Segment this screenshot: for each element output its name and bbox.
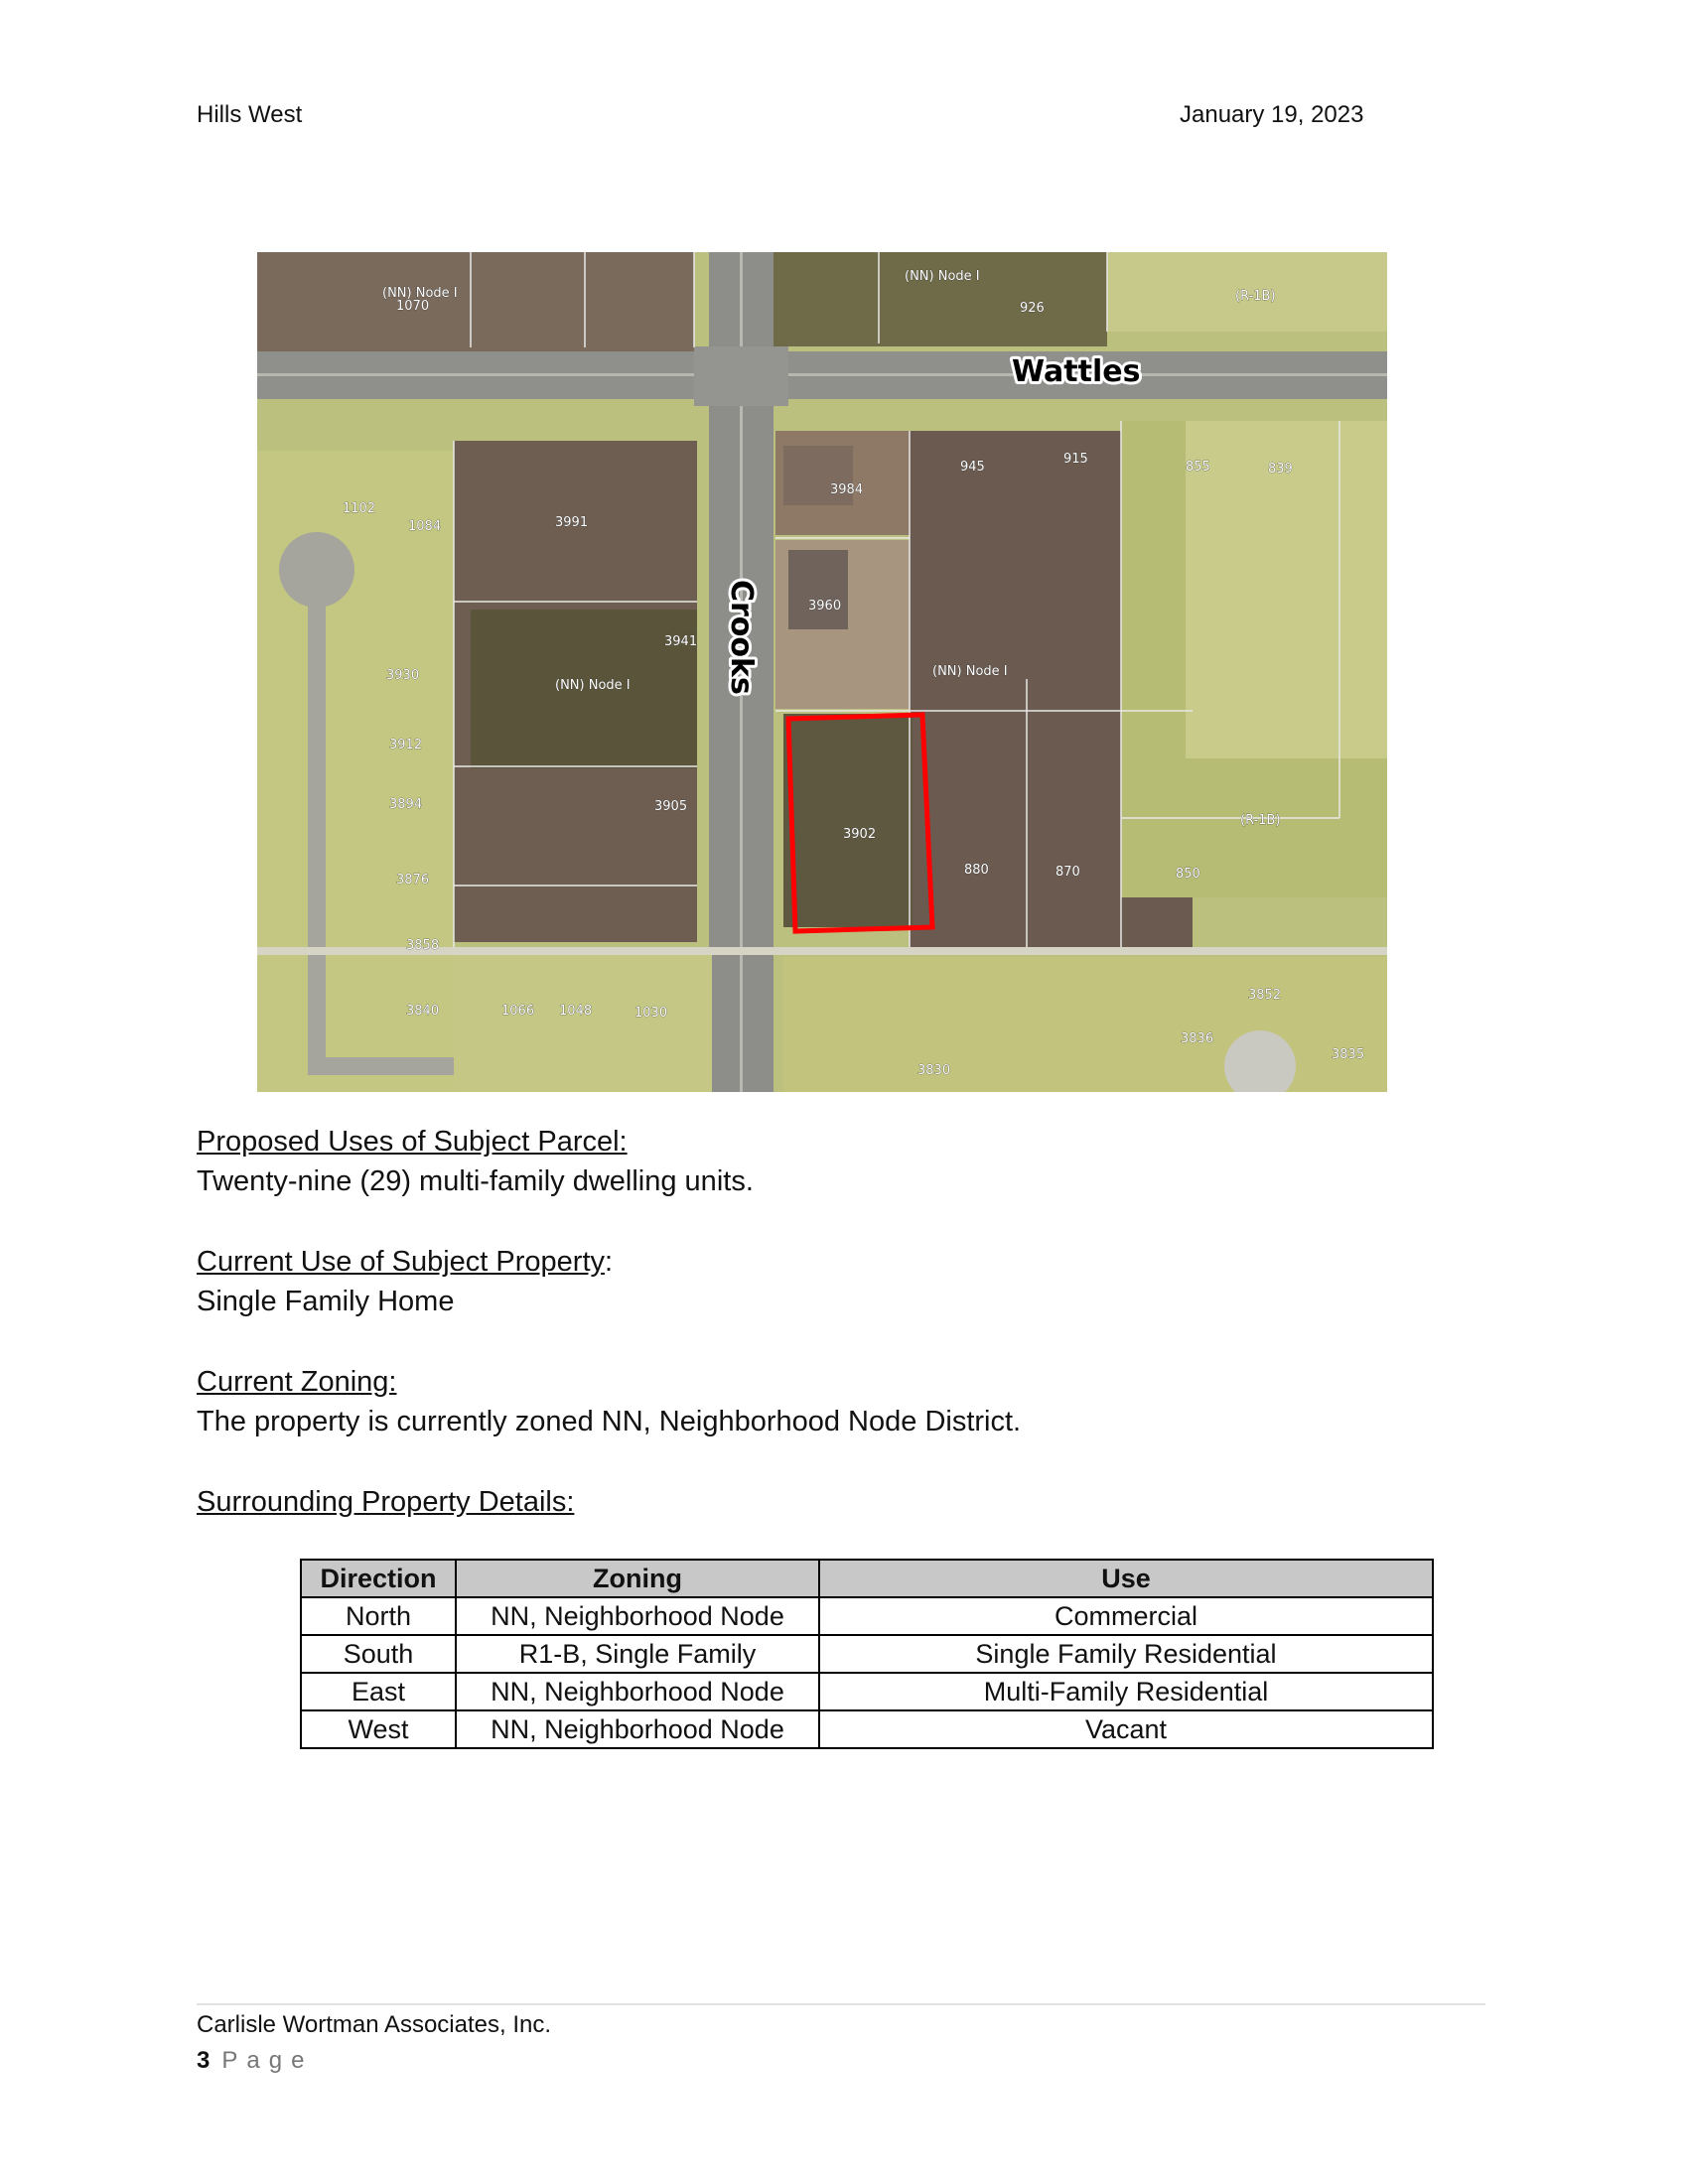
proposed-uses-heading: Proposed Uses of Subject Parcel: <box>197 1126 628 1158</box>
parcel-3840: 3840 <box>406 1004 440 1019</box>
proposed-uses-text: Twenty-nine (29) multi-family dwelling units. <box>197 1165 754 1197</box>
parcel-3991: 3991 <box>555 515 589 530</box>
cell-use: Single Family Residential <box>819 1635 1433 1673</box>
parcel-3858: 3858 <box>406 938 440 953</box>
parcel-1030: 1030 <box>634 1006 668 1021</box>
zoning-label-nw: (NN) Node I <box>382 286 458 301</box>
page-word: Page <box>221 2047 314 2074</box>
table-row <box>301 1597 1433 1635</box>
zoning-label-west: (NN) Node I <box>555 678 631 693</box>
parcel-3960: 3960 <box>808 599 842 614</box>
footer-organization: Carlisle Wortman Associates, Inc. <box>197 2011 552 2038</box>
zoning-label-r1b-south: (R-1B) <box>1240 813 1281 828</box>
parcel-915: 915 <box>1063 452 1088 467</box>
aerial-zoning-map <box>257 252 1387 1092</box>
cell-use: Multi-Family Residential <box>819 1673 1433 1710</box>
parcel-839: 839 <box>1268 462 1293 477</box>
zoning-label-ne: (NN) Node I <box>905 269 980 284</box>
parcel-3902: 3902 <box>843 827 877 842</box>
parcel-3835: 3835 <box>1332 1047 1365 1062</box>
cell-zoning: NN, Neighborhood Node <box>456 1673 819 1710</box>
cell-zoning: R1-B, Single Family <box>456 1635 819 1673</box>
current-use-text: Single Family Home <box>197 1286 455 1317</box>
header-date: January 19, 2023 <box>1180 101 1364 128</box>
header-zoning: Zoning <box>456 1560 819 1597</box>
parcel-1070: 1070 <box>396 299 430 314</box>
parcel-1102: 1102 <box>343 501 376 516</box>
parcel-1048: 1048 <box>559 1004 593 1019</box>
current-zoning-text: The property is currently zoned NN, Neighborhood Node District. <box>197 1406 1022 1437</box>
cell-zoning: NN, Neighborhood Node <box>456 1597 819 1635</box>
parcel-1084: 1084 <box>408 519 442 534</box>
cell-zoning: NN, Neighborhood Node <box>456 1710 819 1748</box>
cell-direction: East <box>301 1673 456 1710</box>
parcel-3905: 3905 <box>654 799 688 814</box>
parcel-3852: 3852 <box>1248 988 1282 1003</box>
table-row <box>301 1673 1433 1710</box>
table-row <box>301 1635 1433 1673</box>
cell-use: Vacant <box>819 1710 1433 1748</box>
cell-direction: North <box>301 1597 456 1635</box>
parcel-870: 870 <box>1055 865 1080 880</box>
surrounding-property-table <box>300 1559 1434 1749</box>
current-use-section <box>197 1242 613 1321</box>
street-label-wattles: Wattles <box>1012 354 1141 389</box>
table-header-row <box>301 1560 1433 1597</box>
map-svg <box>257 252 1387 1092</box>
parcel-3830: 3830 <box>917 1063 951 1078</box>
parcel-3941: 3941 <box>664 634 698 649</box>
footer-divider <box>197 2003 1485 2005</box>
parcel-3984: 3984 <box>830 482 864 497</box>
parcel-3912: 3912 <box>389 738 423 752</box>
surrounding-heading: Surrounding Property Details: <box>197 1486 575 1518</box>
parcel-880: 880 <box>964 863 989 878</box>
current-zoning-heading: Current Zoning: <box>197 1366 397 1398</box>
current-use-colon: : <box>605 1246 614 1278</box>
page-number: 3 <box>197 2047 211 2074</box>
surrounding-section <box>197 1482 574 1522</box>
parcel-855: 855 <box>1186 460 1210 475</box>
parcel-926: 926 <box>1020 301 1045 316</box>
parcel-3894: 3894 <box>389 797 423 812</box>
header-use: Use <box>819 1560 1433 1597</box>
zoning-label-r1b-north: (R-1B) <box>1235 289 1276 304</box>
cell-direction: West <box>301 1710 456 1748</box>
current-zoning-section <box>197 1362 1021 1441</box>
parcel-3836: 3836 <box>1181 1031 1214 1046</box>
zoning-label-east: (NN) Node I <box>932 664 1008 679</box>
table-row <box>301 1710 1433 1748</box>
street-label-crooks: Crooks <box>724 580 759 695</box>
cell-direction: South <box>301 1635 456 1673</box>
parcel-945: 945 <box>960 460 985 475</box>
footer-page-indicator <box>197 2047 313 2075</box>
header-direction: Direction <box>301 1560 456 1597</box>
parcel-3930: 3930 <box>386 668 420 683</box>
parcel-850: 850 <box>1176 867 1200 882</box>
cell-use: Commercial <box>819 1597 1433 1635</box>
parcel-1066: 1066 <box>501 1004 535 1019</box>
current-use-heading: Current Use of Subject Property <box>197 1246 606 1278</box>
header-project: Hills West <box>197 101 303 128</box>
proposed-uses-section <box>197 1122 754 1201</box>
parcel-3876: 3876 <box>396 873 430 887</box>
